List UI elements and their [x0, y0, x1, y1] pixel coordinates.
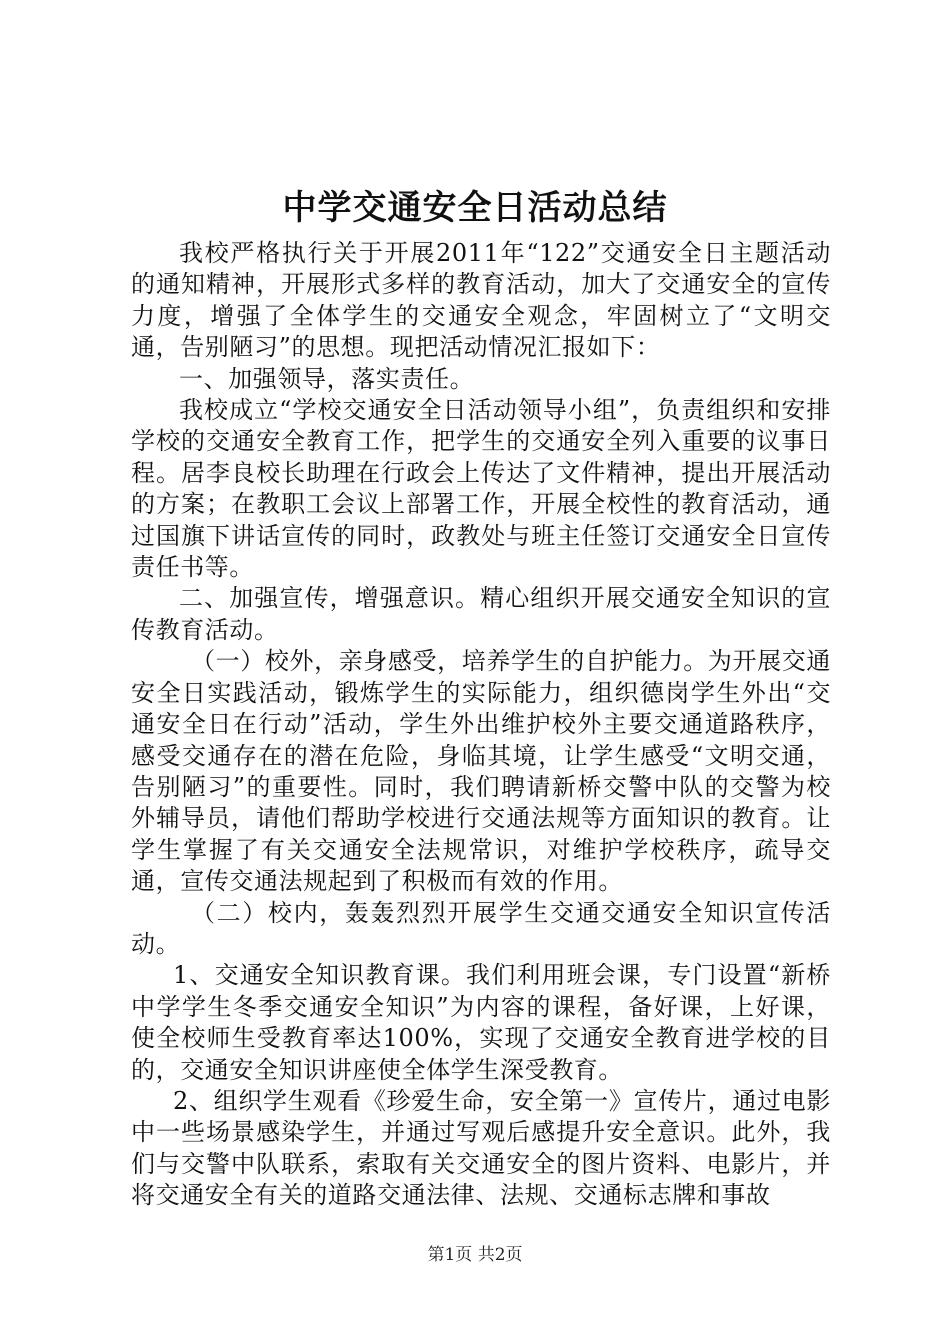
section-heading-1: 一、加强领导，落实责任。	[179, 364, 475, 393]
paragraph-leadership: 我校成立“学校交通安全日活动领导小组”，负责组织和安排学校的交通安全教育工作，把学生的交通安全列入重要的议事日程。居李良校长助理在行政会上传达了文件精神，提出开展活动的方案；在教职工会议上部署工作，开展全校性的教育活动，通过国旗下讲话宣传的同时，政教处与班主任签订交通安全日宣传责任书等。	[131, 396, 831, 582]
paragraph-on-campus: （二）校内，轰轰烈烈开展学生交通交通安全知识宣传活动。	[131, 898, 831, 958]
document-title: 中学交通安全日活动总结	[282, 188, 668, 228]
paragraph-intro: 我校严格执行关于开展2011年“122”交通安全日主题活动的通知精神，开展形式多样的教育活动，加大了交通安全的宣传力度，增强了全体学生的交通安全观念，牢固树立了“文明交通，告别陋习”的思想。现把活动情况汇报如下：	[131, 239, 831, 362]
paragraph-item-1: 1、交通安全知识教育课。我们利用班会课，专门设置“新桥中学学生冬季交通安全知识”为内容的课程，备好课，上好课，使全校师生受教育率达100%，实现了交通安全教育进学校的目的，交通安全知识讲座使全体学生深受教育。	[131, 961, 831, 1084]
page-number-footer: 第1页 共2页	[427, 1245, 523, 1265]
paragraph-off-campus: （一）校外，亲身感受，培养学生的自护能力。为开展交通安全日实践活动，锻炼学生的实际能力，组织德岗学生外出“交通安全日在行动”活动，学生外出维护校外主要交通道路秩序，感受交通存在的潜在危险，身临其境，让学生感受“文明交通，告别陋习”的重要性。同时，我们聘请新桥交警中队的交警为校外辅导员，请他们帮助学校进行交通法规等方面知识的教育。让学生掌握了有关交通安全法规常识，对维护学校秩序，疏导交通，宣传交通法规起到了积极而有效的作用。	[131, 647, 831, 896]
section-heading-2: 二、加强宣传，增强意识。精心组织开展交通安全知识的宣传教育活动。	[131, 584, 831, 644]
paragraph-item-2: 2、组织学生观看《珍爱生命，安全第一》宣传片，通过电影中一些场景感染学生，并通过写观后感提升安全意识。此外，我们与交警中队联系，索取有关交通安全的图片资料、电影片，并将交通安全有关的道路交通法律、法规、交通标志牌和事故	[131, 1086, 831, 1210]
document-body	[131, 238, 831, 1212]
